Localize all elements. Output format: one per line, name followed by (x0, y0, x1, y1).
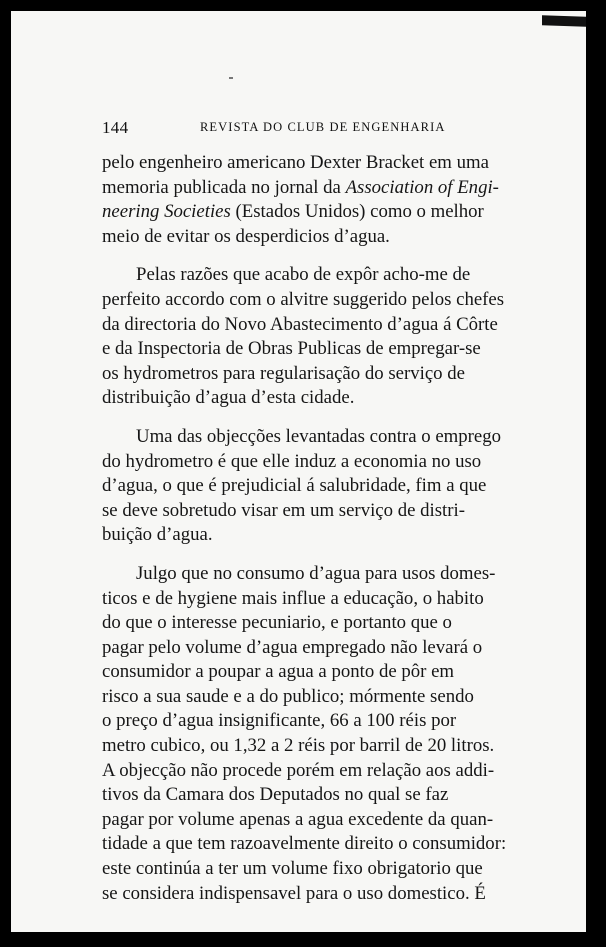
text-line: Uma das objecções levantadas contra o emprego (136, 425, 502, 447)
text-line: metro cubico, ou 1,32 a 2 réis por barril de 20 litros. (102, 735, 495, 757)
text-line: pagar por volume apenas a agua excedente da quan- (102, 808, 494, 830)
running-title: REVISTA DO CLUB DE ENGENHARIA (200, 120, 446, 134)
text-line: meio de evitar os desperdicios d’agua. (102, 225, 390, 247)
scan-corner-mark (542, 15, 586, 27)
text-line: os hydrometros para regularisação do serviço de (102, 362, 465, 384)
text-line: o preço d’agua insignificante, 66 a 100 réis por (102, 710, 457, 732)
text-line (102, 176, 522, 201)
paragraph-1 (102, 151, 522, 249)
text-line: se considera indispensavel para o uso domestico. É (102, 882, 486, 904)
text-line: do hydrometro é que elle induz a economia no uso (102, 450, 482, 472)
text-line: da directoria do Novo Abastecimento d’agua á Côrte (102, 313, 498, 335)
page-header (102, 118, 516, 140)
paragraph-3 (102, 425, 522, 548)
paragraph-4 (102, 562, 522, 906)
text-line: este continúa a ter um volume fixo obrigatorio que (102, 858, 483, 880)
text-line: tidade a que tem razoavelmente direito o consumidor: (102, 833, 507, 855)
page-number: 144 (102, 118, 129, 137)
text-line: risco a sua saude e a do publico; mórmente sendo (102, 685, 474, 707)
text-line: Julgo que no consumo d’agua para usos domes- (136, 562, 496, 584)
text-span: memoria publicada no jornal da (102, 176, 346, 198)
scanned-page (11, 11, 586, 932)
text-line: consumidor a poupar a agua a ponto de pôr em (102, 661, 455, 683)
text-line: do que o interesse pecuniario, e portanto que o (102, 612, 452, 634)
text-span: (Estados Unidos) como o melhor (230, 201, 484, 223)
text-line: e da Inspectoria de Obras Publicas de empregar-se (102, 338, 481, 360)
text-line: se deve sobretudo visar em um serviço de distri- (102, 499, 466, 521)
text-line: d’agua, o que é prejudicial á salubridade, fim a que (102, 475, 487, 497)
text-line (102, 200, 522, 225)
text-line: perfeito accordo com o alvitre suggerido pelos chefes (102, 288, 505, 310)
italic-reference: Association of Engi- (345, 176, 499, 198)
italic-reference: neering Societies (102, 201, 231, 223)
scan-speck (229, 77, 233, 79)
text-line: A objecção não procede porém em relação aos addi- (102, 759, 495, 781)
article-body (102, 151, 522, 906)
text-line: pagar pelo volume d’agua empregado não levará o (102, 636, 483, 658)
text-line: ticos e de hygiene mais influe a educação, o habito (102, 587, 484, 609)
text-line: tivos da Camara dos Deputados no qual se faz (102, 784, 449, 806)
text-line: pelo engenheiro americano Dexter Bracket em uma (102, 152, 489, 173)
text-line: distribuição d’agua d’esta cidade. (102, 387, 355, 409)
text-line: Pelas razões que acabo de expôr acho-me de (136, 264, 471, 286)
text-line: buição d’agua. (102, 524, 213, 546)
paragraph-2 (102, 263, 522, 411)
